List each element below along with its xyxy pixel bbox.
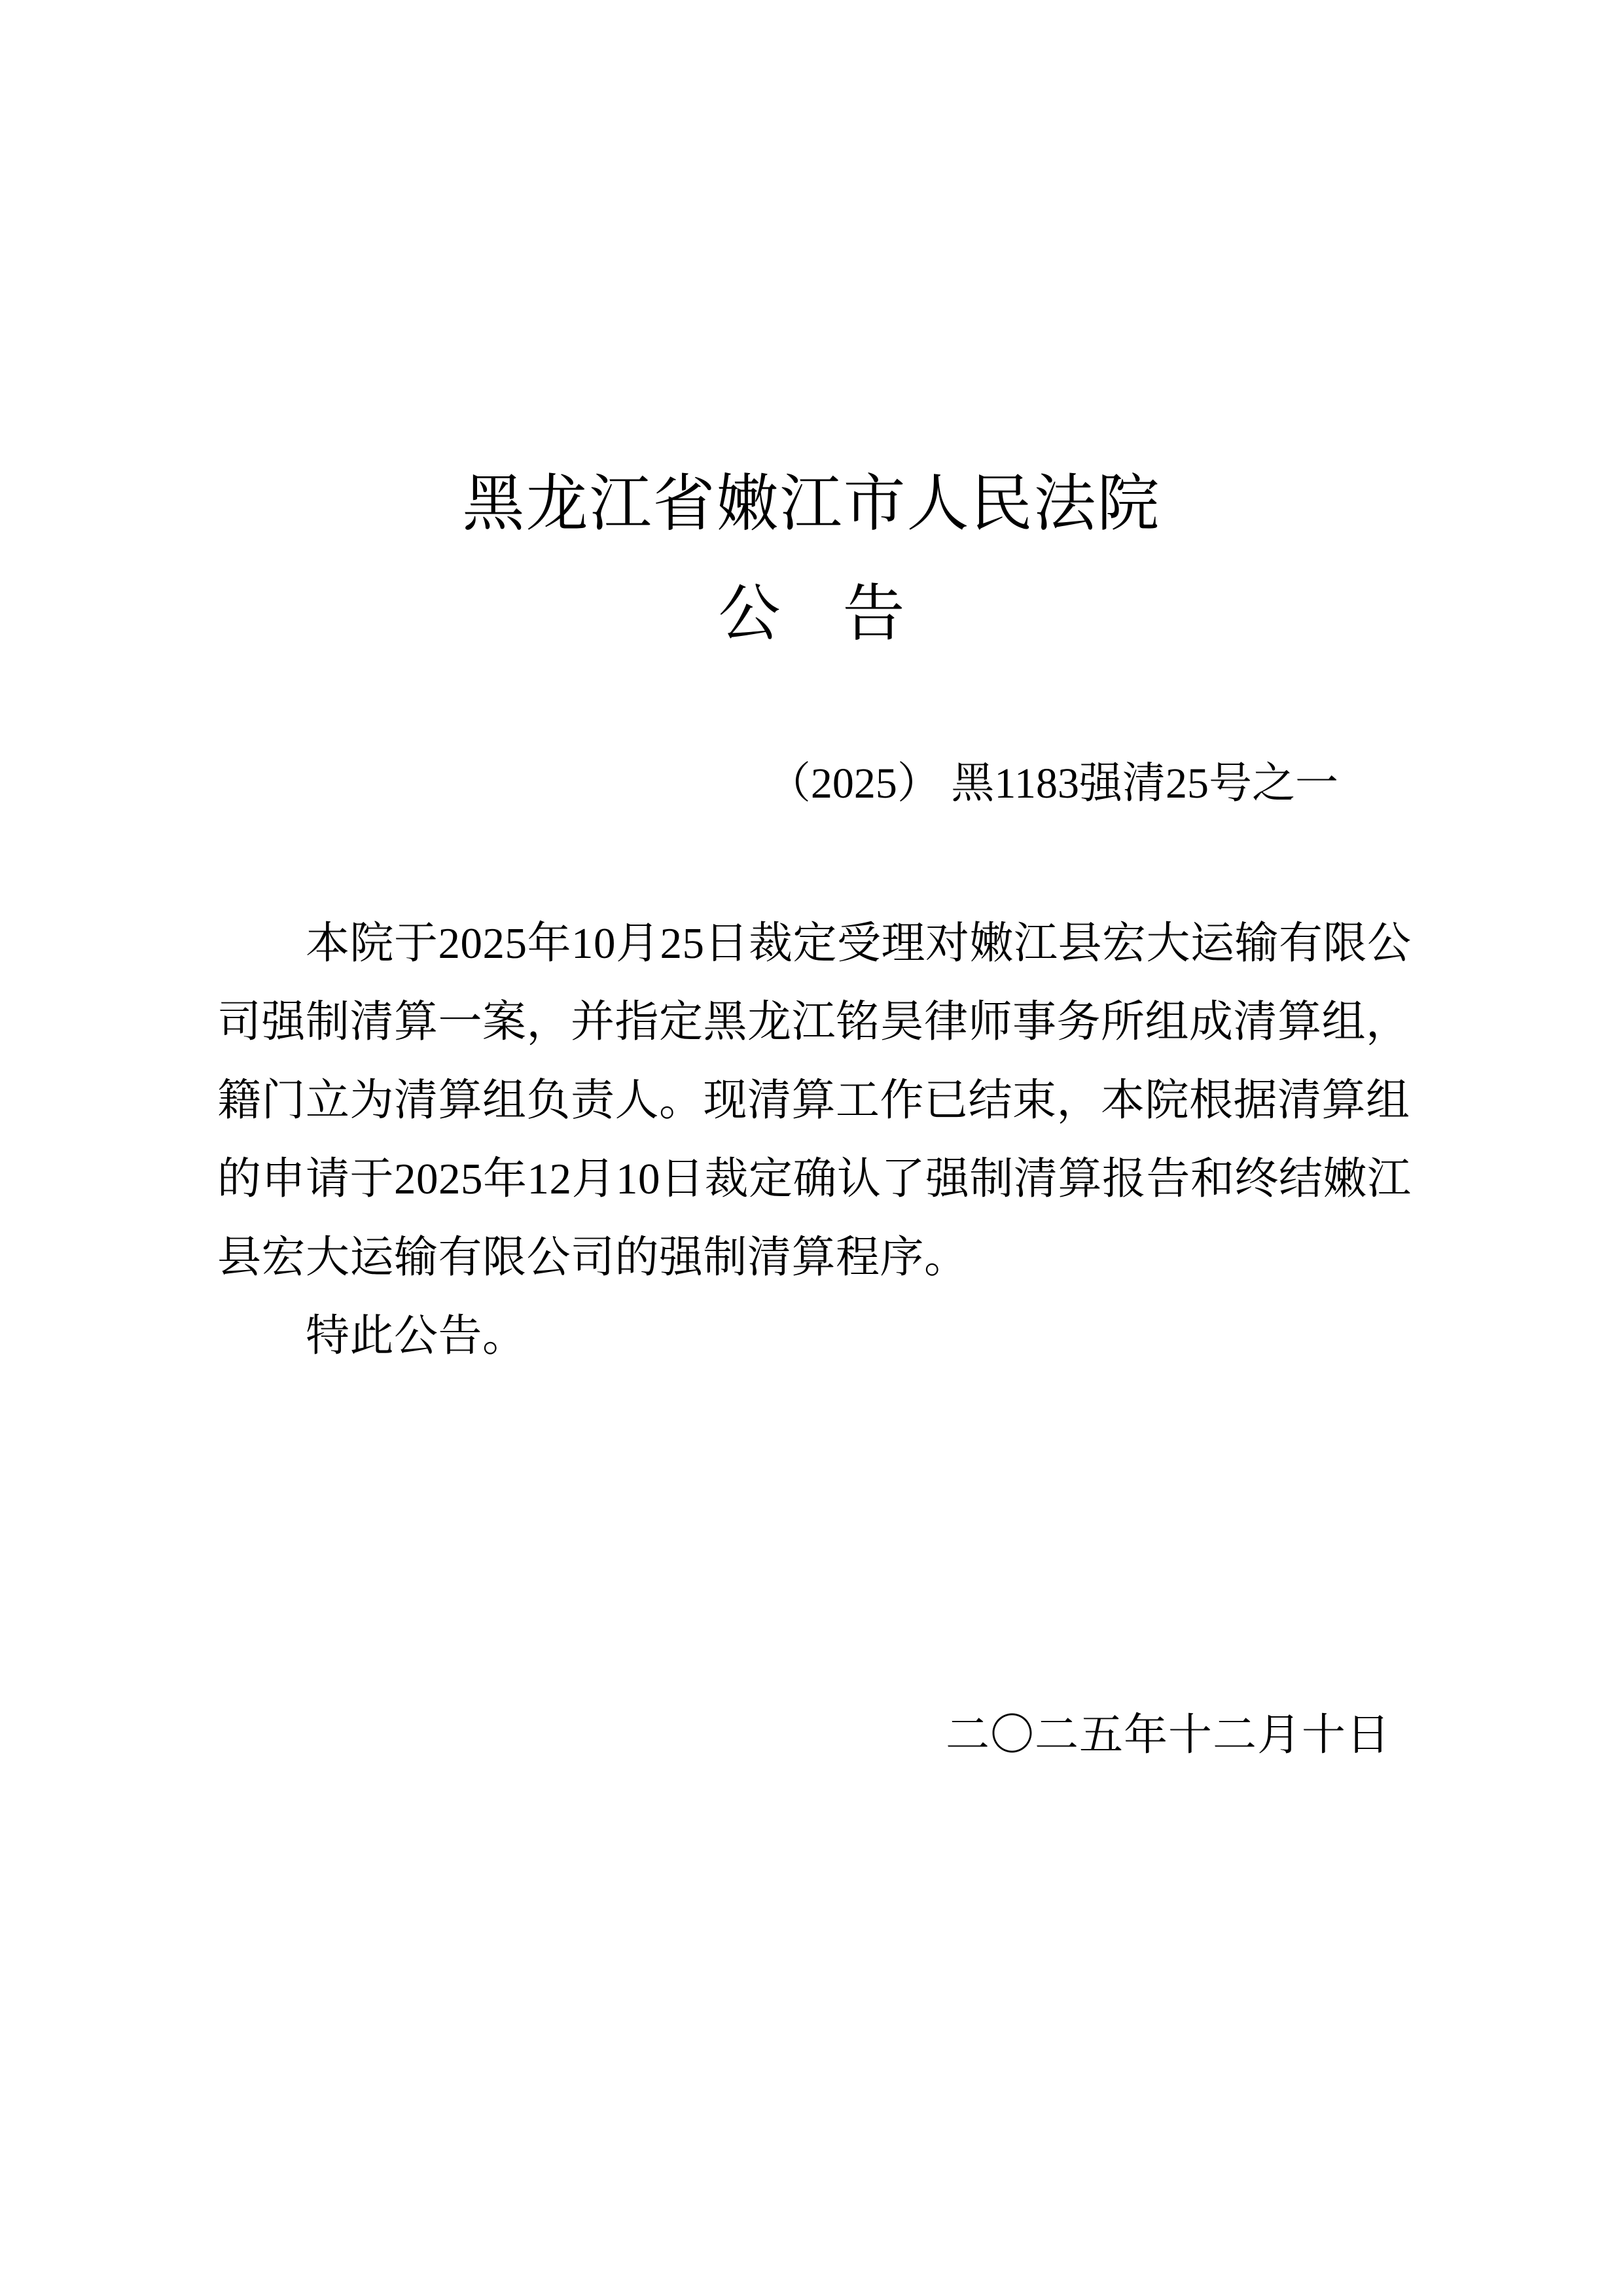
body-line-4: 的申请于2025年12月10日裁定确认了强制清算报告和终结嫩江 (217, 1155, 1412, 1203)
body-line-1: 本院于2025年10月25日裁定受理对嫩江县宏大运输有限公 (306, 919, 1412, 968)
date-line: 二〇二五年十二月十日 (946, 1711, 1391, 1759)
body-line-5: 县宏大运输有限公司的强制清算程序。 (217, 1233, 969, 1282)
body-line-2: 司强制清算一案，并指定黑龙江铭昊律师事务所组成清算组， (217, 998, 1410, 1046)
announcement-title: 公 告 (718, 579, 905, 648)
case-number: （2025） 黑1183强清25号之一 (767, 760, 1338, 807)
closing-line: 特此公告。 (306, 1312, 527, 1360)
court-name-heading: 黑龙江省嫩江市人民法院 (462, 469, 1161, 539)
body-paragraph (217, 904, 1435, 1375)
body-line-3: 籍门立为清算组负责人。现清算工作已结束，本院根据清算组 (217, 1076, 1410, 1125)
